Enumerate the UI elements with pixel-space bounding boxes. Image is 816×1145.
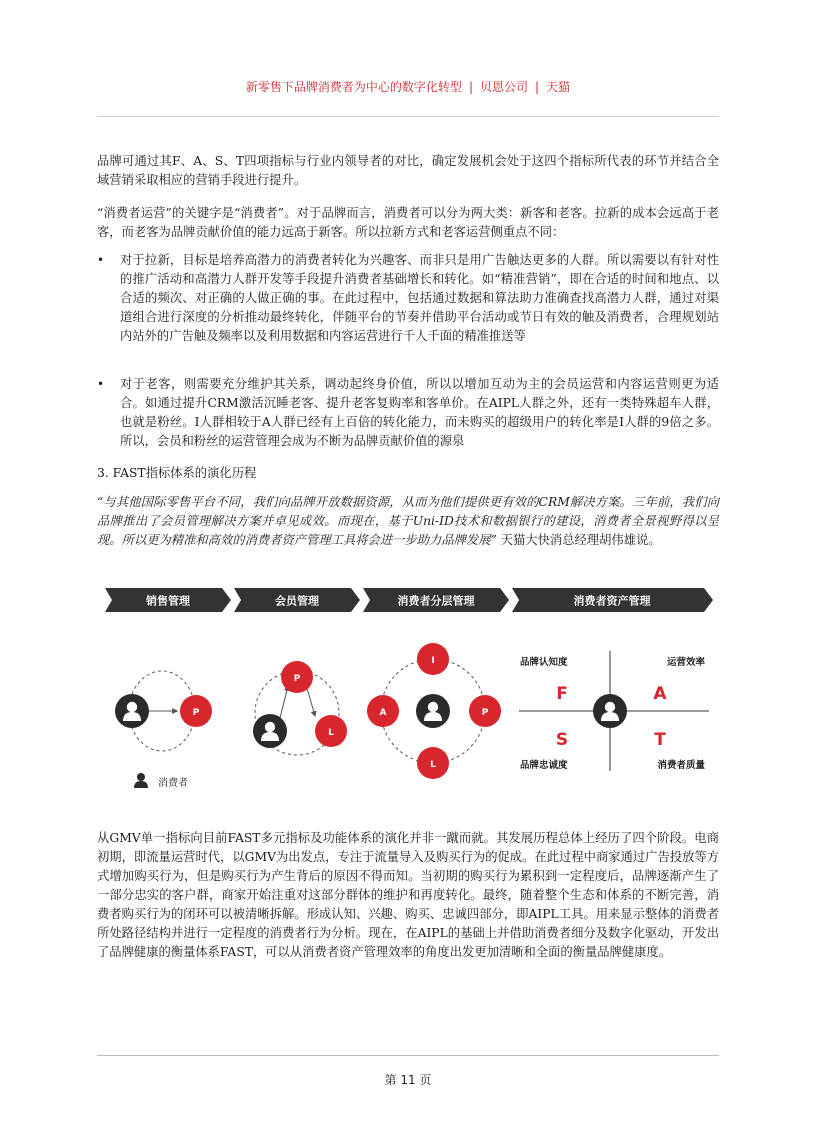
paragraph-evolution: 从GMV单一指标向目前FAST多元指标及功能体系的演化并非一蹴而就。其发展历程总体上经历了四个阶段。电商初期，即流量运营时代，以GMV为出发点，专注于流量导入及购买行为的促成。在此过程中商家通过广告投放等方式增加购买行为，但是购买行为产生背后的原因不得而知。当初期的购买行为累积到一定程度后，品牌逐渐产生了一部分忠实的客户群，商家开始注重对这部分群体的维护和再度转化。最终，随着整个生态和体系的不断完善，消费者购买行为的闭环可以被清晰拆解。形成认知、兴趣、购买、忠诚四部分，即AIPL工具。用来显示整体的消费者所处路径结构并进行一定程度的消费者行为分析。现在，在AIPL的基础上并借助消费者细分及数字化驱动，开发出了品牌健康的衡量体系FAST，可以从消费者资产管理效率的角度出发更加清晰和全面的衡量品牌健康度。 <box>97 831 719 959</box>
quote-attribution: 天猫大快消总经理胡伟雄说。 <box>496 533 661 547</box>
bullet-existing-customers-text: 对于老客，则需要充分维护其关系，调动起终身价值，所以以增加互动为主的会员运营和内容运营则更为适合。如通过提升CRM激活沉睡老客、提升老客复购率和客单价。在AIPL人群之外，还有一类特殊超车人群，也就是粉丝。I人群相较于A人群已经有上百倍的转化能力，而未购买的超级用户的转化率是I人群的9倍之多。所以，会员和粉丝的运营管理会成为不断为品牌贡献价值的源泉 <box>120 377 719 448</box>
paragraph-fast-comparison: 品牌可通过其F、A、S、T四项指标与行业内领导者的对比，确定发展机会处于这四个指标所代表的环节并结合全域营销采取相应的营销手段进行提升。 <box>97 154 719 187</box>
bullet-dot: • <box>97 253 105 267</box>
letter-t: T <box>654 730 666 750</box>
paragraph-consumer-ops: “消费者运营”的关键字是“消费者”。对于品牌而言，消费者可以分为两大类：新客和老客。拉新的成本会远高于老客，而老客为品牌贡献价值的能力远高于新客。所以拉新方式和老客运营侧重点不同： <box>97 206 719 239</box>
node-i-label: I <box>431 656 435 666</box>
node-l-label: L <box>328 728 334 738</box>
node-p-label: P <box>192 708 200 718</box>
running-header <box>0 78 816 95</box>
page-number: 第 11 页 <box>384 1073 432 1087</box>
evolution-diagram <box>97 585 719 810</box>
stage4-fast-quadrant <box>519 651 709 771</box>
node-p-label: P <box>481 708 489 718</box>
stage-label-membership: 会员管理 <box>275 594 319 608</box>
stage2-diagram <box>253 661 347 755</box>
section-heading: 3. FAST指标体系的演化历程 <box>97 466 257 480</box>
quadrant-label-loyalty: 品牌忠诚度 <box>520 760 568 771</box>
header-separator: | <box>468 80 473 94</box>
header-partner: 天猫 <box>546 80 571 94</box>
quadrant-label-quality: 消费者质量 <box>657 760 705 771</box>
letter-f: F <box>556 684 568 704</box>
bullet-new-customers <box>97 251 719 346</box>
stage-label-sales: 销售管理 <box>146 594 190 608</box>
quadrant-label-efficiency: 运营效率 <box>666 657 705 668</box>
person-icon <box>134 773 148 788</box>
bullet-new-customers-text: 对于拉新，目标是培养高潜力的消费者转化为兴趣客、而非只是用广告触达更多的人群。所以需要以有针对性的推广活动和高潜力人群开发等手段提升消费者基础增长和转化。如“精准营销”，即在合适的时间和地点、以合适的频次、对正确的人做正确的事。在此过程中，包括通过数据和算法助力准确查找高潜力人群，通过对渠道组合进行深度的分析推动最终转化，伴随平台的节奏并借助平台活动或节日有效的触及消费者，合理规划站内站外的广告触及频率以及利用数据和内容运营进行千人千面的精准推送等 <box>120 253 719 343</box>
node-p-label: P <box>293 674 301 684</box>
node-a-label: A <box>379 708 387 718</box>
stage-banner <box>105 588 713 612</box>
bullet-dot: • <box>97 377 105 391</box>
letter-a: A <box>653 684 667 704</box>
stage3-diagram <box>367 643 501 779</box>
quadrant-label-awareness: 品牌认知度 <box>520 657 568 668</box>
stage-label-asset-management: 消费者资产管理 <box>573 594 651 608</box>
header-separator: | <box>535 80 540 94</box>
header-company: 贝恩公司 <box>479 80 528 94</box>
header-rule <box>97 116 719 117</box>
bullet-existing-customers <box>97 375 719 451</box>
legend-label: 消费者 <box>158 778 188 789</box>
legend <box>134 773 188 789</box>
quote-paragraph <box>97 493 719 550</box>
stage1-diagram <box>115 671 212 751</box>
quote-text: “与其他国际零售平台不同，我们向品牌开放数据资源，从而为他们提供更有效的CRM解决方案。三年前，我们向品牌推出了会员管理解决方案并卓见成效。而现在，基于Uni-ID技术和数据银行的建设，消费者全景视野得以呈现。所以更为精准和高效的消费者资产管理工具将会进一步助力品牌发展” <box>97 495 719 547</box>
node-l-label: L <box>430 760 436 770</box>
stage-label-segmentation: 消费者分层管理 <box>397 594 475 608</box>
header-title: 新零售下品牌消费者为中心的数字化转型 <box>245 80 462 94</box>
letter-s: S <box>555 730 569 750</box>
footer-rule <box>97 1055 719 1056</box>
